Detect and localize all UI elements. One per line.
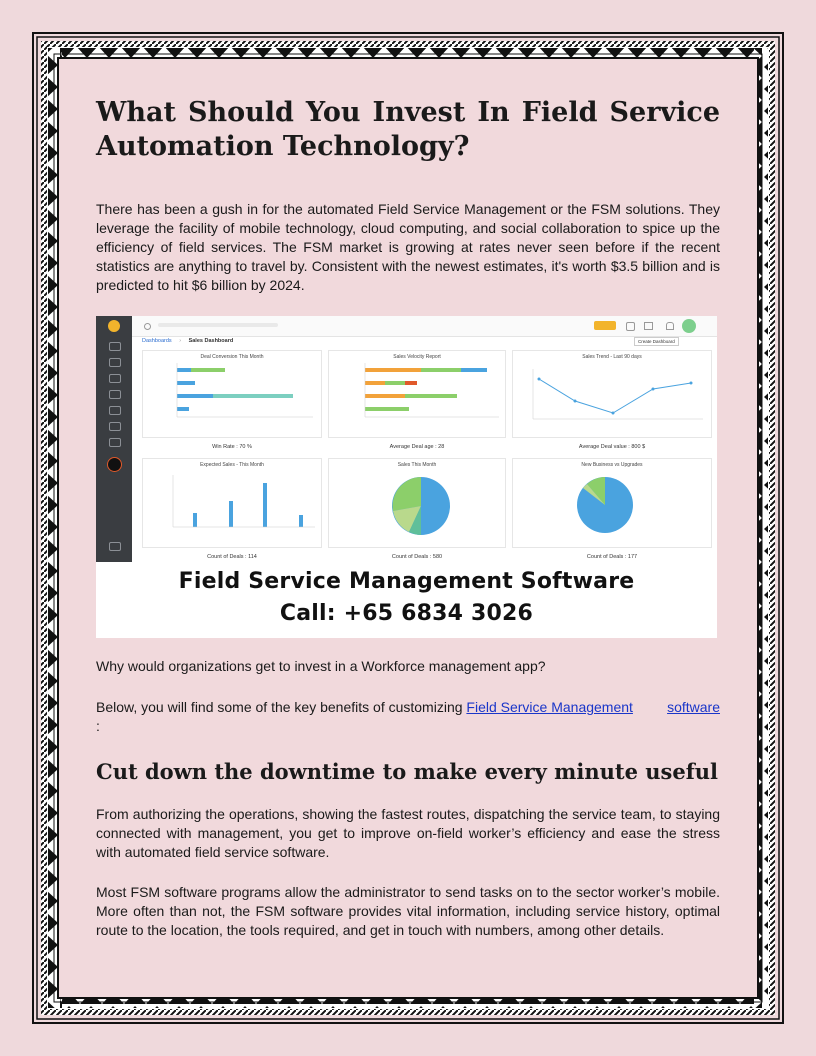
bar bbox=[365, 381, 385, 385]
banner-phone: Call: +65 6834 3026 bbox=[279, 601, 534, 626]
call-icon[interactable] bbox=[626, 322, 635, 331]
bar bbox=[177, 407, 189, 411]
banner-title: Field Service Management Software bbox=[178, 569, 635, 594]
breadcrumb-sales-dashboard[interactable]: Sales Dashboard bbox=[188, 338, 234, 344]
field-service-management-link[interactable]: Field Service Management bbox=[466, 699, 633, 715]
panel-title: Expected Sales - This Month bbox=[200, 462, 264, 468]
settings-icon bbox=[109, 438, 121, 447]
bar bbox=[177, 381, 195, 385]
sales-this-month-panel bbox=[328, 458, 506, 560]
benefits-tail: : bbox=[96, 718, 100, 734]
trend-line bbox=[539, 379, 691, 413]
bar bbox=[365, 394, 405, 398]
slice bbox=[393, 477, 421, 511]
app-toolbar bbox=[132, 316, 717, 337]
panel-footer: Count of Deals : 114 bbox=[207, 554, 257, 560]
deal-conversion-panel bbox=[142, 350, 322, 450]
bar bbox=[461, 368, 487, 372]
help-icon bbox=[109, 542, 121, 551]
bar bbox=[193, 513, 197, 527]
sales-pie-chart bbox=[329, 459, 505, 547]
dashboard-icon bbox=[109, 342, 121, 351]
active-nav-icon bbox=[107, 457, 122, 472]
new-vs-upgrades-chart bbox=[513, 459, 711, 547]
reports-icon bbox=[109, 422, 121, 431]
panel-title: Sales Trend - Last 90 days bbox=[582, 354, 642, 360]
software-link[interactable]: software bbox=[667, 699, 720, 715]
bar bbox=[177, 368, 191, 372]
sales-trend-panel bbox=[512, 350, 712, 450]
sales-trend-chart bbox=[513, 351, 711, 437]
bar bbox=[299, 515, 303, 527]
notification-icon[interactable] bbox=[666, 322, 674, 330]
mail-icon[interactable] bbox=[644, 322, 653, 330]
panel-footer: Average Deal age : 28 bbox=[389, 444, 445, 450]
benefits-paragraph bbox=[96, 698, 720, 736]
sales-velocity-chart bbox=[329, 351, 505, 437]
panel-footer: Count of Deals : 580 bbox=[391, 554, 443, 560]
page-title: What Should You Invest In Field Service Automation Technology? bbox=[96, 97, 720, 162]
panel-title: New Business vs Upgrades bbox=[581, 462, 643, 468]
point bbox=[612, 412, 615, 415]
bar bbox=[177, 394, 213, 398]
deals-icon bbox=[109, 374, 121, 383]
deal-conversion-chart bbox=[143, 351, 321, 437]
bar bbox=[405, 381, 417, 385]
avatar[interactable] bbox=[682, 319, 696, 333]
bar bbox=[229, 501, 233, 527]
question-paragraph: Why would organizations get to invest in a Workforce management app? bbox=[96, 658, 546, 674]
breadcrumb-dashboards[interactable]: Dashboards bbox=[142, 338, 172, 344]
expected-sales-chart bbox=[143, 459, 321, 547]
point bbox=[652, 388, 655, 391]
body-paragraph-1: From authorizing the operations, showing the fastest routes, dispatching the service team, to staying connected with management, you get to improve on-field worker’s efficiency and ease the stress with automated field service software. bbox=[96, 806, 720, 860]
bar bbox=[191, 368, 225, 372]
new-vs-upgrades-panel bbox=[512, 458, 712, 560]
app-sidebar bbox=[96, 316, 132, 562]
section-heading: Cut down the downtime to make every minute useful bbox=[96, 759, 718, 784]
body-paragraph-2: Most FSM software programs allow the administrator to send tasks on to the sector worker’s mobile. More often than not, the FSM software provides vital information, including service history, optimal route to the location, the tools required, and get in touch with numbers, among other details. bbox=[96, 884, 720, 938]
calendar-icon bbox=[109, 406, 121, 415]
bar bbox=[385, 381, 405, 385]
intro-paragraph: There has been a gush in for the automated Field Service Management or the FSM solutions. They leverage the facility of mobile technology, cloud computing, and social collaboration to spice up the efficiency of field services. The FSM market is growing at rates never seen before if the recent statistics are anything to travel by. Consistent with the newest estimates, it's worth $3.5 billion and is predicted to hit $6 billion by 2024. bbox=[96, 201, 720, 293]
bar bbox=[365, 368, 421, 372]
sales-velocity-panel bbox=[328, 350, 506, 450]
panel-title: Sales Velocity Report bbox=[393, 354, 441, 360]
panel-footer: Count of Deals : 177 bbox=[586, 554, 638, 560]
new-button[interactable] bbox=[594, 321, 616, 330]
bar bbox=[421, 368, 461, 372]
expected-sales-panel bbox=[142, 458, 322, 560]
bar bbox=[263, 483, 267, 527]
search-bar[interactable] bbox=[158, 323, 278, 327]
promo-banner bbox=[96, 566, 717, 630]
bar bbox=[365, 407, 409, 411]
tasks-icon bbox=[109, 390, 121, 399]
bar bbox=[405, 394, 457, 398]
point bbox=[690, 382, 693, 385]
app-logo-icon bbox=[108, 320, 120, 332]
panel-footer: Win Rate : 70 % bbox=[212, 444, 252, 450]
contacts-icon bbox=[109, 358, 121, 367]
panel-title: Deal Conversion This Month bbox=[200, 354, 264, 360]
panel-footer: Average Deal value : 800 $ bbox=[578, 444, 646, 450]
dashboard-screenshot bbox=[96, 316, 717, 638]
panel-title: Sales This Month bbox=[397, 462, 437, 468]
point bbox=[574, 400, 577, 403]
bar bbox=[213, 394, 293, 398]
create-dashboard-button[interactable]: Create Dashboard bbox=[634, 337, 679, 346]
point bbox=[538, 378, 541, 381]
benefits-lead: Below, you will find some of the key benefits of customizing bbox=[96, 699, 463, 715]
search-icon bbox=[144, 323, 151, 330]
breadcrumb: Dashboards › Sales Dashboard bbox=[142, 338, 234, 344]
